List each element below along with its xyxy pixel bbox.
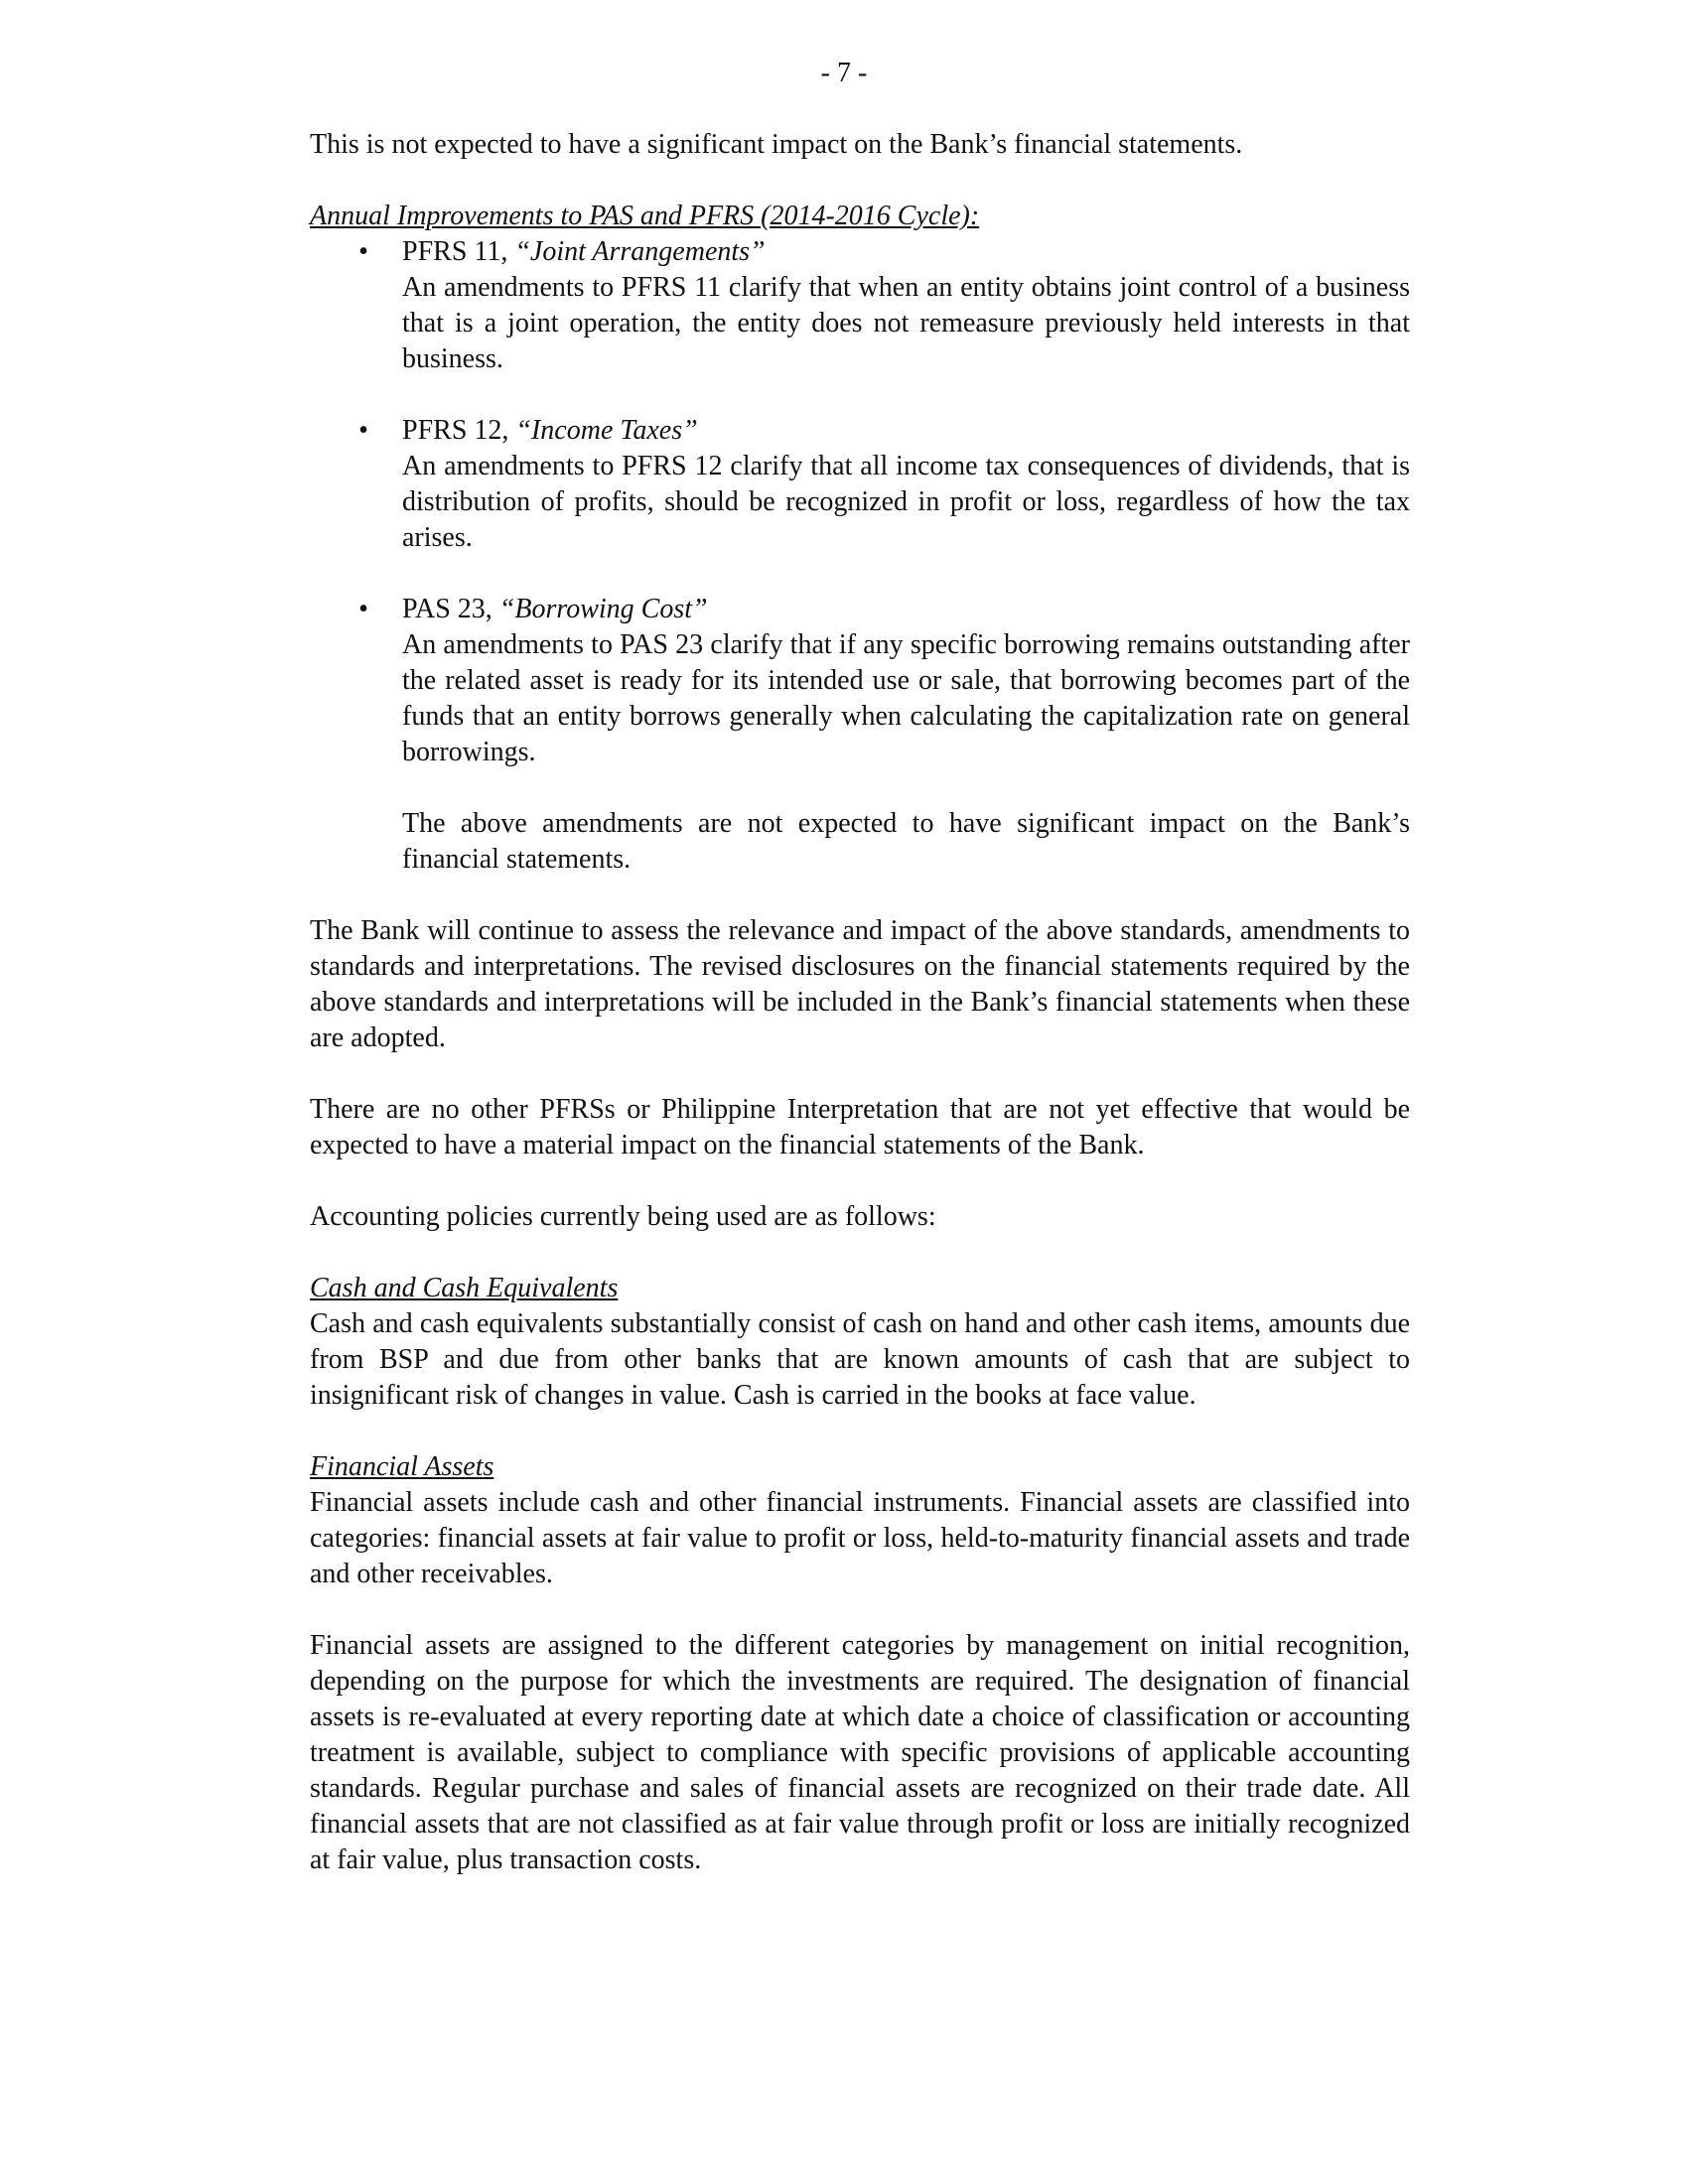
item-description: An amendments to PAS 23 clarify that if any specific borrowing remains outstanding after the related asset is ready for its intended use or sale, that borrowing becomes part of the funds that an entity borrows generally when calculating the capitalization rate on general borrowings.	[402, 629, 1410, 767]
policies-paragraph: Accounting policies currently being used are as follows:	[310, 1201, 936, 1232]
item-description: An amendments to PFRS 11 clarify that when an entity obtains joint control of a business that is a joint operation, the entity does not remeasure previously held interests in that business.	[402, 272, 1410, 374]
item-title	[402, 234, 1410, 270]
annual-improvements-heading: Annual Improvements to PAS and PFRS (2014-2016 Cycle):	[310, 201, 980, 231]
item-name: “Income Taxes”	[515, 415, 698, 446]
item-title	[402, 592, 1410, 627]
list-item	[310, 234, 1410, 377]
bullet-icon: •	[358, 594, 368, 624]
financial-assets-heading: Financial Assets	[310, 1451, 494, 1482]
cash-section	[310, 1271, 1410, 1414]
amendments-note: The above amendments are not expected to have significant impact on the Bank’s financial statements.	[402, 808, 1410, 875]
item-code: PFRS 11,	[402, 236, 508, 267]
financial-assets-paragraph-1: Financial assets include cash and other financial instruments. Financial assets are classified into categories: financial assets at fair value to profit or loss, held-to-maturity financial assets and trade and other receivables.	[310, 1487, 1410, 1589]
no-other-paragraph: There are no other PFRSs or Philippine Interpretation that are not yet effective that would be expected to have a material impact on the financial statements of the Bank.	[310, 1094, 1410, 1160]
bullet-icon: •	[358, 236, 368, 267]
item-code: PFRS 12,	[402, 415, 509, 446]
item-name: “Borrowing Cost”	[498, 594, 708, 624]
intro-paragraph: This is not expected to have a significant impact on the Bank’s financial statements.	[310, 129, 1243, 160]
document-page	[310, 52, 1410, 1878]
item-code: PAS 23,	[402, 594, 492, 624]
item-title	[402, 413, 1410, 449]
financial-assets-paragraph-2: Financial assets are assigned to the different categories by management on initial recognition, depending on the purpose for which the investments are required. The designation of financial assets is re-evaluated at every reporting date at which date a choice of classification or accounting treatment is available, subject to compliance with specific provisions of applicable accounting standards. Regular purchase and sales of financial assets are recognized on their trade date. All financial assets that are not classified as at fair value through profit or loss are initially recognized at fair value, plus transaction costs.	[310, 1630, 1410, 1875]
cash-paragraph: Cash and cash equivalents substantially consist of cash on hand and other cash items, amounts due from BSP and due from other banks that are known amounts of cash that are subject to insignificant risk of changes in value. Cash is carried in the books at face value.	[310, 1308, 1410, 1411]
item-name: “Joint Arrangements”	[514, 236, 766, 267]
bullet-icon: •	[358, 415, 368, 446]
list-item	[310, 413, 1410, 556]
improvements-list	[310, 234, 1410, 770]
assess-paragraph: The Bank will continue to assess the relevance and impact of the above standards, amendments to standards and interpretations. The revised disclosures on the financial statements required by the above standards and interpretations will be included in the Bank’s financial statements when these are adopted.	[310, 915, 1410, 1053]
financial-assets-section	[310, 1449, 1410, 1878]
annual-improvements-section	[310, 199, 1410, 878]
cash-heading: Cash and Cash Equivalents	[310, 1273, 619, 1303]
page-number: - 7 -	[820, 58, 868, 88]
item-description: An amendments to PFRS 12 clarify that all income tax consequences of dividends, that is distribution of profits, should be recognized in profit or loss, regardless of how the tax arises.	[402, 451, 1410, 553]
list-item	[310, 592, 1410, 770]
